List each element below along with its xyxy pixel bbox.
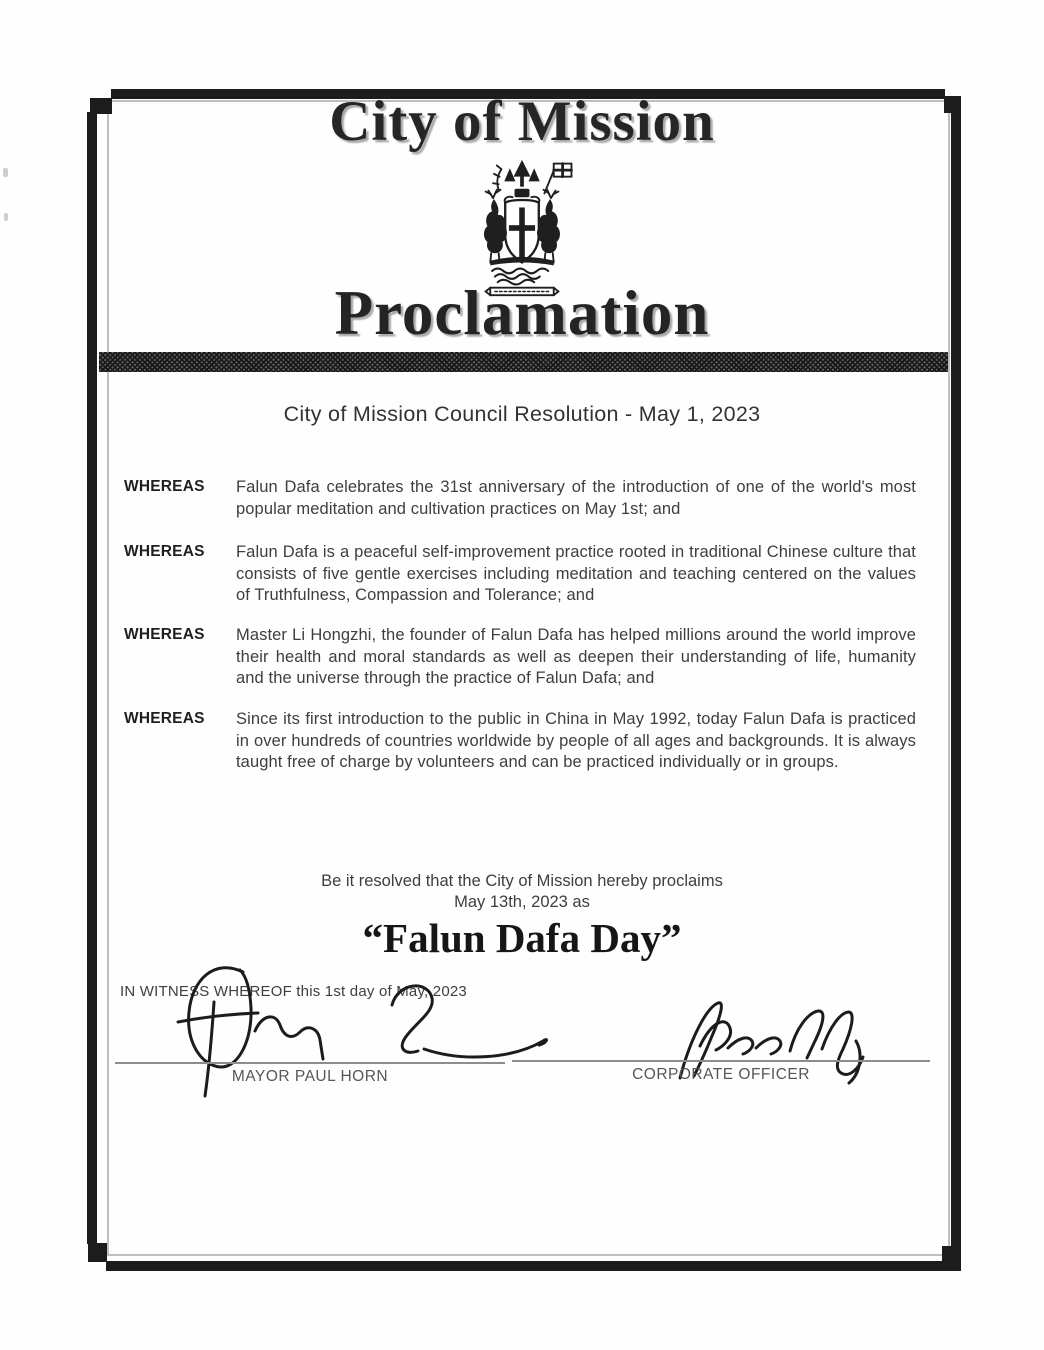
whereas-label: WHEREAS [124, 478, 205, 495]
whereas-text: Master Li Hongzhi, the founder of Falun Dafa has helped millions around the world improve their health and moral standards as well as deepen their understanding of life, humanity and the universe through the practice of Falun Dafa; and [236, 626, 916, 687]
coat-of-arms-icon [462, 158, 582, 298]
document-subtitle: Proclamation [334, 278, 710, 348]
whereas-text: Since its first introduction to the public in China in May 1992, today Falun Dafa is practiced in over hundreds of countries worldwide by people of all ages and backgrounds. It is always taught free of charge by volunteers and can be practiced individually or in groups. [236, 710, 916, 771]
officer-signature-label: CORPORATE OFFICER [632, 1066, 810, 1083]
resolved-line-1: Be it resolved that the City of Mission hereby proclaims [321, 872, 723, 890]
witness-line: IN WITNESS WHEREOF this 1st day of May, 2023 [120, 983, 467, 1000]
stag-supporter-left [484, 190, 507, 263]
whereas-text: Falun Dafa is a peaceful self-improvement practice rooted in traditional Chinese culture that consists of five gentle exercises including meditation and teaching centered on the values of Truthfulness, Compassion and Tolerance; and [236, 543, 916, 604]
mayor-signature-label: MAYOR PAUL HORN [231, 1068, 389, 1085]
document-title: City of Mission [329, 90, 715, 153]
resolved-line-2: May 13th, 2023 as [454, 893, 590, 911]
proclamation-day-name: “Falun Dafa Day” [362, 915, 682, 961]
mayor-signature-line [115, 1062, 505, 1064]
whereas-label: WHEREAS [124, 710, 205, 727]
resolution-statement [0, 871, 1044, 913]
whereas-label: WHEREAS [124, 543, 205, 560]
whereas-label: WHEREAS [124, 626, 205, 643]
scan-artifact [4, 213, 8, 221]
hatched-divider-bar [99, 352, 948, 372]
resolution-title: City of Mission Council Resolution - May 1, 2023 [283, 402, 761, 426]
whereas-text: Falun Dafa celebrates the 31st anniversary of the introduction of one of the world's most popular meditation and cultivation practices on May 1st; and [236, 478, 916, 518]
scan-artifact [3, 168, 8, 177]
stag-supporter-right [537, 190, 560, 263]
officer-signature-line [512, 1060, 930, 1062]
